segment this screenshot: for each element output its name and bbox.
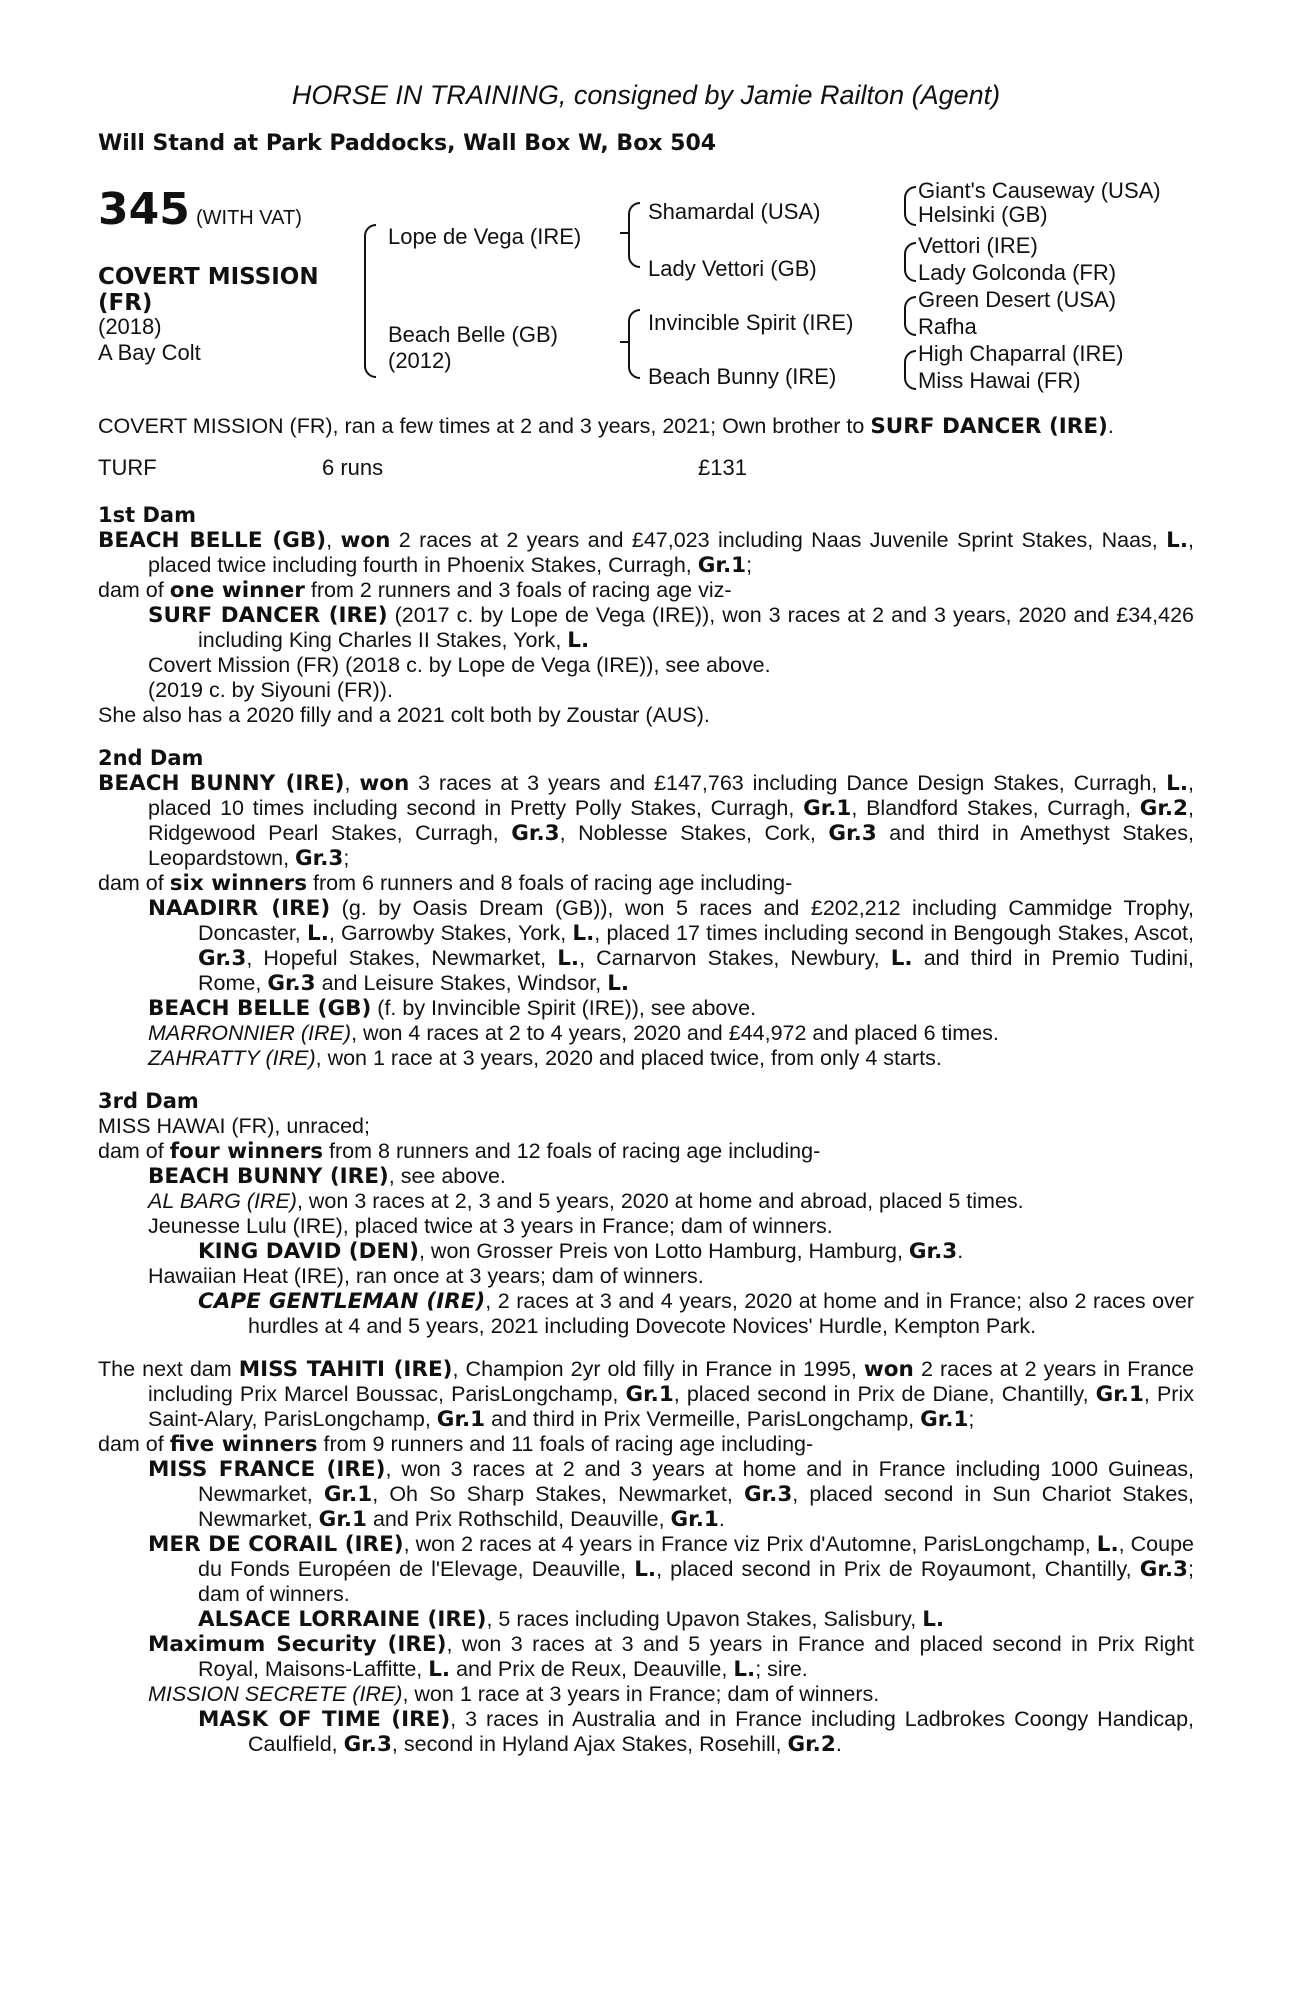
dam-sire: Invincible Spirit (IRE) xyxy=(648,310,854,335)
second-dam-heading: 2nd Dam xyxy=(98,746,204,770)
third-dam-produce-summary: dam of four winners from 8 runners and 12 foals of racing age including- xyxy=(98,1139,821,1164)
pedigree-block xyxy=(98,178,1194,414)
third-dam-section xyxy=(98,1089,1194,1339)
vat-note: (WITH VAT) xyxy=(195,207,302,229)
first-dam-record: BEACH BELLE (GB), won 2 races at 2 years and £47,023 including Naas Juvenile Sprint Stakes, Naas, L., placed twice including fourth in Phoenix Stakes, Curragh, Gr.1; xyxy=(98,528,1194,578)
first-dam-section xyxy=(98,503,1194,728)
produce-entry: CAPE GENTLEMAN (IRE), 2 races at 3 and 4 years, 2020 at home and in France; also 2 races over hurdles at 4 and 5 years, 2021 including Dovecote Novices' Hurdle, Kempton Park. xyxy=(198,1289,1194,1338)
dam-sire-dam: Rafha xyxy=(918,314,977,339)
gen3-brace-3 xyxy=(904,296,916,336)
gen3-brace-2 xyxy=(904,242,916,282)
gen3-brace-4 xyxy=(904,350,916,390)
sire-sire-dam: Helsinki (GB) xyxy=(918,202,1048,227)
second-dam-record: BEACH BUNNY (IRE), won 3 races at 3 years and £147,763 including Dance Design Stakes, Curragh, L., placed 10 times including second in Pretty Polly Stakes, Curragh, Gr.1, Blandford Stakes, Curragh, Gr.2, Ridgewood Pearl Stakes, Curragh, Gr.3, Noblesse Stakes, Cork, Gr.3 and third in Amethyst Stakes, Leopardstown, Gr.3; xyxy=(98,771,1194,871)
produce-entry: MER DE CORAIL (IRE), won 2 races at 4 years in France viz Prix d'Automne, ParisLongchamp, L., Coupe du Fonds Européen de l'Elevage, Deauville, L., placed second in Prix de Royaumont, Chantilly, Gr.3; dam of winners. xyxy=(148,1532,1194,1606)
next-dam-produce-summary: dam of five winners from 9 runners and 11 foals of racing age including- xyxy=(98,1432,814,1457)
second-dam-section xyxy=(98,746,1194,1071)
produce-entry: Maximum Security (IRE), won 3 races at 3 and 5 years in France and placed second in Prix Right Royal, Maisons-Laffitte, L. and Prix de Reux, Deauville, L.; sire. xyxy=(148,1632,1195,1682)
pedigree-brace xyxy=(364,224,376,378)
produce-entry: MASK OF TIME (IRE), 3 races in Australia and in France including Ladbrokes Coongy Handicap, Caulfield, Gr.3, second in Hyland Ajax Stakes, Rosehill, Gr.2. xyxy=(198,1707,1194,1757)
produce-entry: ZAHRATTY (IRE), won 1 race at 3 years, 2020 and placed twice, from only 4 starts. xyxy=(148,1046,942,1070)
produce-entry: MISS FRANCE (IRE), won 3 races at 2 and 3 years at home and in France including 1000 Guineas, Newmarket, Gr.1, Oh So Sharp Stakes, Newmarket, Gr.3, placed second in Sun Chariot Stakes, Newmarket, Gr.1 and Prix Rothschild, Deauville, Gr.1. xyxy=(148,1457,1194,1532)
sire-dam-dam: Lady Golconda (FR) xyxy=(918,260,1117,285)
record-runs: 6 runs xyxy=(322,455,384,480)
record-surface: TURF xyxy=(98,455,157,480)
record-earnings: £131 xyxy=(698,455,747,480)
catalogue-page xyxy=(98,80,1194,1757)
produce-entry: MARRONNIER (IRE), won 4 races at 2 to 4 years, 2020 and £44,972 and placed 6 times. xyxy=(148,1021,999,1045)
produce-entry: MISSION SECRETE (IRE), won 1 race at 3 years in France; dam of winners. xyxy=(148,1682,880,1706)
produce-entry: SURF DANCER (IRE) (2017 c. by Lope de Vega (IRE)), won 3 races at 2 and 3 years, 2020 and £34,426 including King Charles II Stakes, York, L. xyxy=(148,603,1194,653)
dam: Beach Belle (GB) xyxy=(388,322,558,347)
produce-entry: ALSACE LORRAINE (IRE), 5 races including Upavon Stakes, Salisbury, L. xyxy=(198,1607,945,1632)
second-dam-produce-summary: dam of six winners from 6 runners and 8 foals of racing age including- xyxy=(98,871,793,896)
summary-line: COVERT MISSION (FR), ran a few times at 2 and 3 years, 2021; Own brother to SURF DANCER (IRE). xyxy=(98,414,1114,439)
third-dam-heading: 3rd Dam xyxy=(98,1089,199,1113)
dam-sire-sire: Green Desert (USA) xyxy=(918,287,1117,312)
produce-entry: AL BARG (IRE), won 3 races at 2, 3 and 5 years, 2020 at home and abroad, placed 5 times. xyxy=(148,1189,1024,1213)
produce-note: She also has a 2020 filly and a 2021 colt both by Zoustar (AUS). xyxy=(98,703,710,727)
horse-description: A Bay Colt xyxy=(98,340,201,365)
consignment-line: HORSE IN TRAINING, consigned by Jamie Railton (Agent) xyxy=(291,80,1001,110)
sire-dam: Lady Vettori (GB) xyxy=(648,256,817,281)
next-dam-record: The next dam MISS TAHITI (IRE), Champion 2yr old filly in France in 1995, won 2 races at 2 years in France including Prix Marcel Boussac, ParisLongchamp, Gr.1, placed second in Prix de Diane, Chantilly, Gr.1, Prix Saint-Alary, ParisLongchamp, Gr.1 and third in Prix Vermeille, ParisLongchamp, Gr.1; xyxy=(98,1357,1195,1432)
produce-entry: Jeunesse Lulu (IRE), placed twice at 3 years in France; dam of winners. xyxy=(148,1214,833,1238)
sire-line-brace xyxy=(628,202,640,268)
lot-number: 345 xyxy=(98,184,190,235)
sire-sire: Shamardal (USA) xyxy=(648,199,821,224)
produce-entry: BEACH BELLE (GB) (f. by Invincible Spirit (IRE)), see above. xyxy=(148,996,757,1021)
produce-entry: Hawaiian Heat (IRE), ran once at 3 years; dam of winners. xyxy=(148,1264,704,1288)
sire: Lope de Vega (IRE) xyxy=(388,224,582,249)
horse-name: COVERT MISSION xyxy=(98,264,319,290)
third-dam-record: MISS HAWAI (FR), unraced; xyxy=(98,1114,370,1138)
produce-entry: KING DAVID (DEN), won Grosser Preis von Lotto Hamburg, Hamburg, Gr.3. xyxy=(198,1239,964,1264)
produce-entry: NAADIRR (IRE) (g. by Oasis Dream (GB)), won 5 races and £202,212 including Cammidge Trophy, Doncaster, L., Garrowby Stakes, York, L., placed 17 times including second in Bengough Stakes, Ascot, Gr.3, Hopeful Stakes, Newmarket, L., Carnarvon Stakes, Newbury, L. and third in Premio Tudini, Rome, Gr.3 and Leisure Stakes, Windsor, L. xyxy=(148,896,1195,996)
dam-dam-dam: Miss Hawai (FR) xyxy=(918,368,1081,393)
produce-entry: Covert Mission (FR) (2018 c. by Lope de Vega (IRE)), see above. xyxy=(148,653,771,677)
next-dam-section xyxy=(98,1357,1194,1757)
dam-dam: Beach Bunny (IRE) xyxy=(648,364,837,389)
produce-entry: (2019 c. by Siyouni (FR)). xyxy=(148,678,393,702)
dam-line-brace xyxy=(628,309,640,379)
sire-dam-sire: Vettori (IRE) xyxy=(918,233,1038,258)
horse-year: (2018) xyxy=(98,314,162,339)
produce-entry: BEACH BUNNY (IRE), see above. xyxy=(148,1164,506,1189)
first-dam-produce-summary: dam of one winner from 2 runners and 3 foals of racing age viz- xyxy=(98,578,732,603)
dam-year: (2012) xyxy=(388,348,452,373)
horse-name-country: (FR) xyxy=(98,290,153,316)
lot-header xyxy=(98,184,302,235)
sire-sire-sire: Giant's Causeway (USA) xyxy=(918,178,1161,203)
gen3-brace-1 xyxy=(904,186,916,226)
dam-dam-sire: High Chaparral (IRE) xyxy=(918,341,1124,366)
stand-location: Will Stand at Park Paddocks, Wall Box W, Box 504 xyxy=(98,131,717,156)
race-record xyxy=(98,455,1194,485)
first-dam-heading: 1st Dam xyxy=(98,503,196,527)
